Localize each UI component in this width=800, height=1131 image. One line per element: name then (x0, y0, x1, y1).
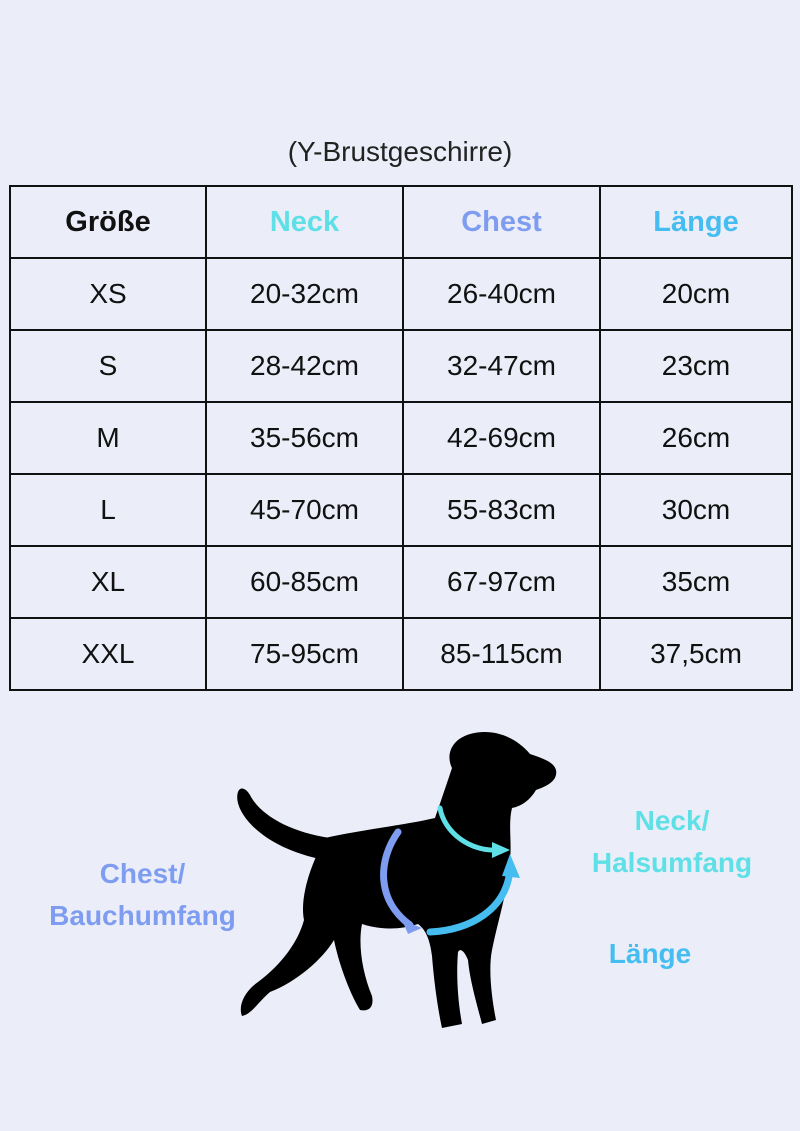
header-neck: Neck (206, 186, 403, 258)
cell-laenge: 26cm (600, 402, 792, 474)
cell-laenge: 35cm (600, 546, 792, 618)
cell-chest: 32-47cm (403, 330, 600, 402)
dog-tail (237, 788, 330, 860)
subtitle: (Y-Brustgeschirre) (287, 136, 513, 167)
cell-chest: 42-69cm (403, 402, 600, 474)
header-laenge: Länge (600, 186, 792, 258)
cell-chest: 55-83cm (403, 474, 600, 546)
neck-label-line2: Halsumfang (591, 847, 753, 878)
cell-neck: 28-42cm (206, 330, 403, 402)
dog-silhouette-icon (230, 720, 570, 1040)
cell-laenge: 20cm (600, 258, 792, 330)
size-table (9, 185, 793, 691)
table-row (10, 402, 792, 474)
cell-neck: 20-32cm (206, 258, 403, 330)
table-row (10, 546, 792, 618)
measurement-diagram (0, 720, 800, 1060)
header-chest: Chest (403, 186, 600, 258)
cell-neck: 45-70cm (206, 474, 403, 546)
cell-size: M (10, 402, 206, 474)
table-row (10, 618, 792, 690)
table-row (10, 258, 792, 330)
cell-laenge: 37,5cm (600, 618, 792, 690)
cell-size: XL (10, 546, 206, 618)
table-row (10, 330, 792, 402)
cell-size: L (10, 474, 206, 546)
chest-label-line2: Bauchumfang (49, 900, 236, 931)
cell-size: XXL (10, 618, 206, 690)
cell-size: S (10, 330, 206, 402)
cell-chest: 67-97cm (403, 546, 600, 618)
neck-label-line1: Neck/ (634, 805, 710, 836)
cell-neck: 75-95cm (206, 618, 403, 690)
cell-chest: 26-40cm (403, 258, 600, 330)
cell-laenge: 30cm (600, 474, 792, 546)
chest-label (30, 853, 255, 937)
cell-neck: 60-85cm (206, 546, 403, 618)
chest-label-line1: Chest/ (99, 858, 186, 889)
cell-neck: 35-56cm (206, 402, 403, 474)
table-row (10, 474, 792, 546)
header-row (10, 186, 792, 258)
laenge-label: Länge (608, 938, 692, 969)
cell-laenge: 23cm (600, 330, 792, 402)
cell-size: XS (10, 258, 206, 330)
neck-label (572, 800, 772, 884)
header-size: Größe (10, 186, 206, 258)
cell-chest: 85-115cm (403, 618, 600, 690)
